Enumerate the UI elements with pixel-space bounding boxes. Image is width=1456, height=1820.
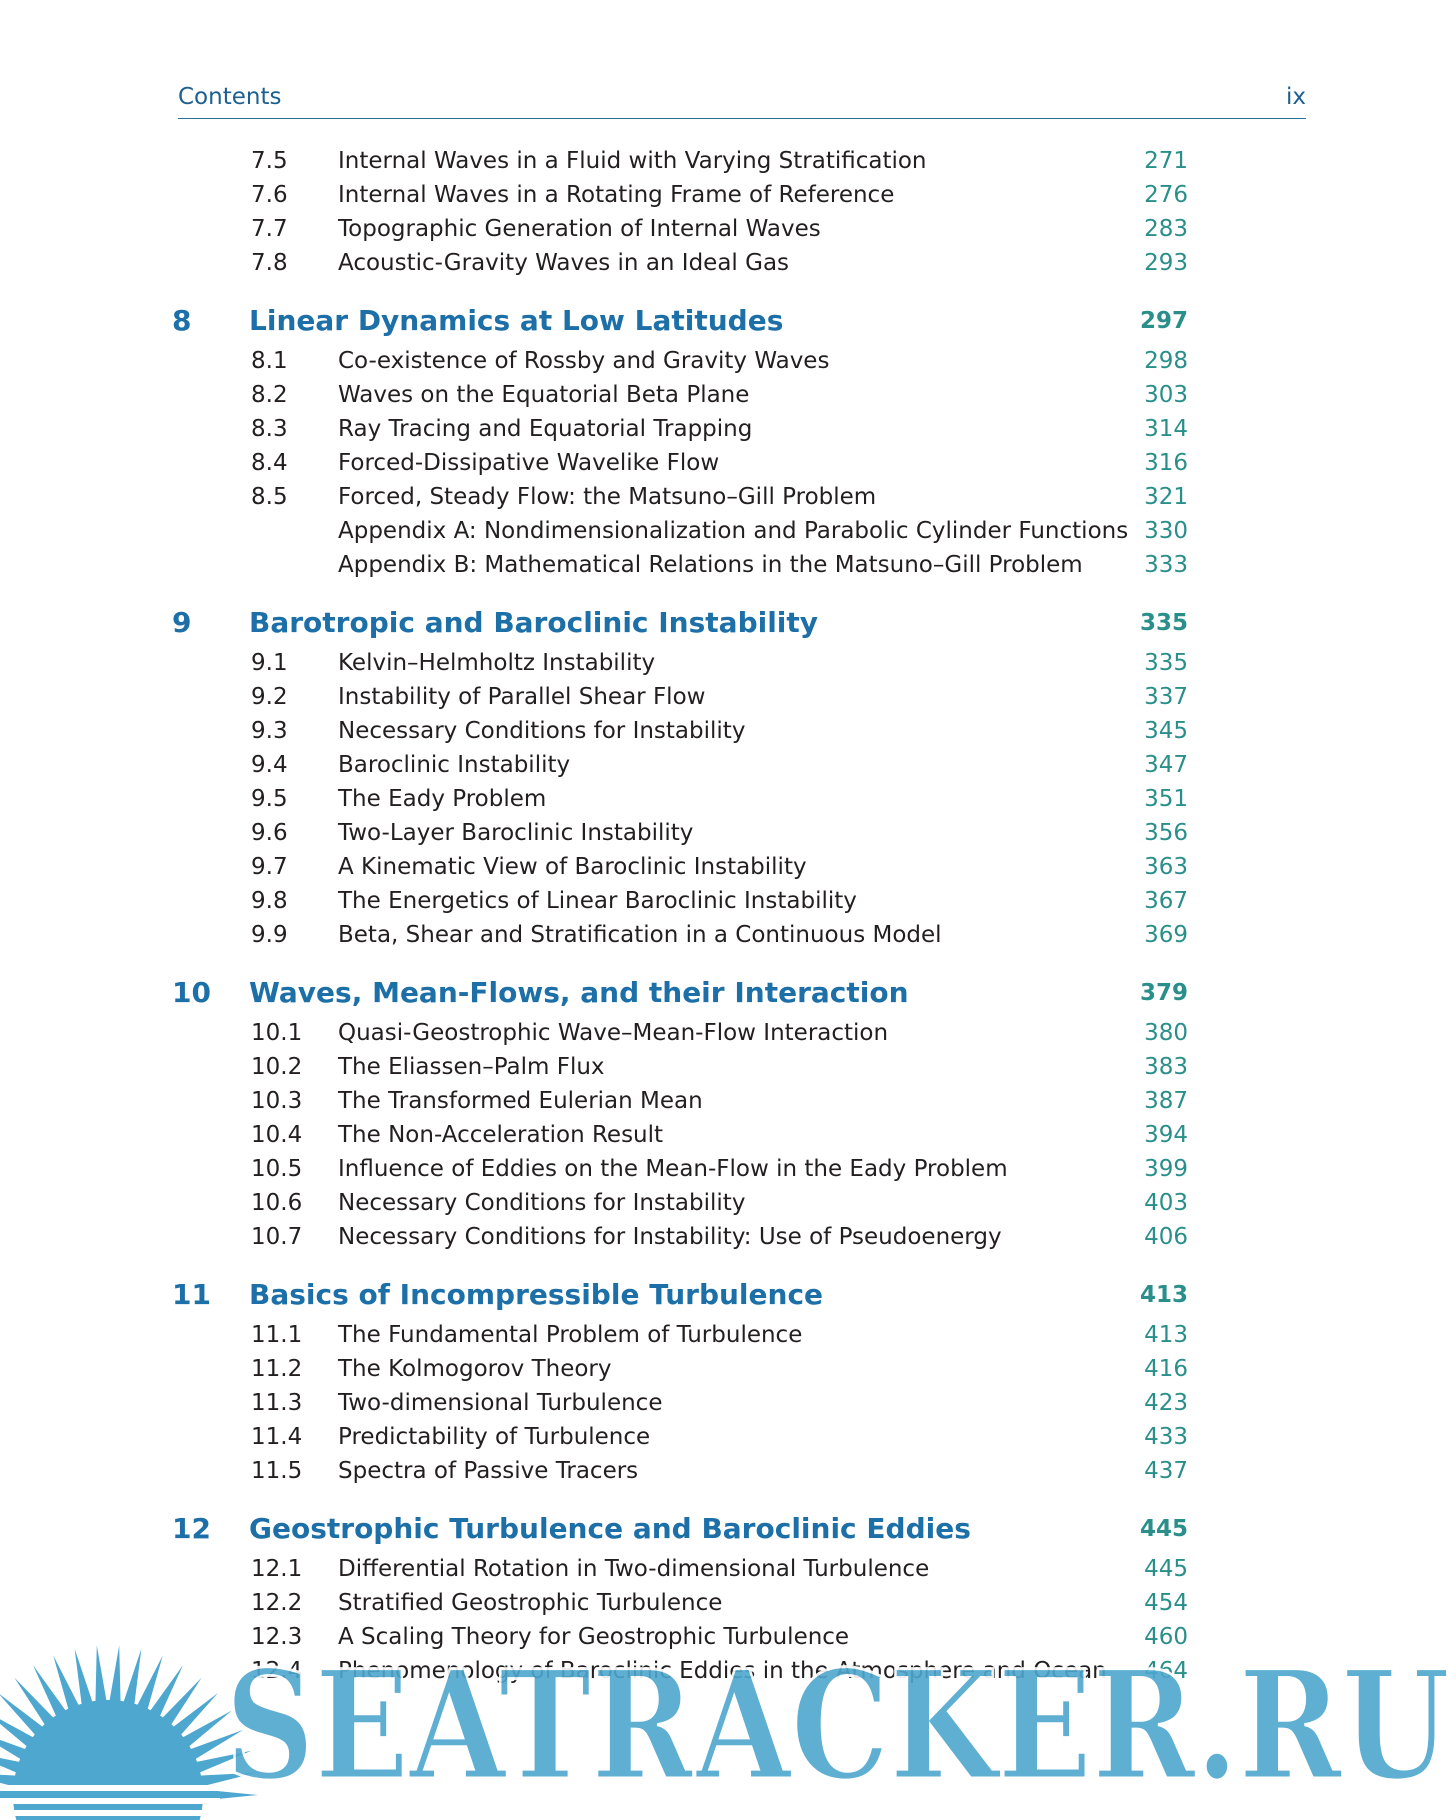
toc-section-row[interactable] xyxy=(0,715,1456,747)
toc-section-row[interactable] xyxy=(0,179,1456,211)
section-number: 7.5 xyxy=(251,148,288,174)
section-title: The Energetics of Linear Baroclinic Instability xyxy=(338,888,857,914)
toc-section-row[interactable] xyxy=(0,1221,1456,1253)
section-title: The Kolmogorov Theory xyxy=(338,1356,612,1382)
section-number: 7.8 xyxy=(251,250,288,276)
section-title: A Kinematic View of Baroclinic Instability xyxy=(338,854,807,880)
chapter-title: Linear Dynamics at Low Latitudes xyxy=(249,304,784,337)
section-title: Topographic Generation of Internal Waves xyxy=(338,216,821,242)
section-number: 10.3 xyxy=(251,1088,303,1114)
section-title: Internal Waves in a Fluid with Varying Stratification xyxy=(338,148,927,174)
toc-section-row[interactable] xyxy=(0,647,1456,679)
section-title: Internal Waves in a Rotating Frame of Reference xyxy=(338,182,895,208)
section-page-number: 347 xyxy=(1144,752,1188,778)
section-number: 10.5 xyxy=(251,1156,303,1182)
section-page-number: 416 xyxy=(1144,1356,1188,1382)
toc-section-row[interactable] xyxy=(0,919,1456,951)
section-number: 9.9 xyxy=(251,922,288,948)
chapter-page-number: 297 xyxy=(1139,308,1188,334)
section-title: Two-dimensional Turbulence xyxy=(338,1390,663,1416)
section-title: Forced, Steady Flow: the Matsuno–Gill Problem xyxy=(338,484,877,510)
section-number: 11.2 xyxy=(251,1356,303,1382)
section-title: Stratified Geostrophic Turbulence xyxy=(338,1590,723,1616)
section-title: Co-existence of Rossby and Gravity Waves xyxy=(338,348,830,374)
section-page-number: 406 xyxy=(1144,1224,1188,1250)
section-title: Quasi-Geostrophic Wave–Mean-Flow Interaction xyxy=(338,1020,889,1046)
section-page-number: 283 xyxy=(1144,216,1188,242)
toc-section-row[interactable] xyxy=(0,345,1456,377)
section-page-number: 321 xyxy=(1144,484,1188,510)
watermark xyxy=(0,1590,1456,1820)
section-page-number: 383 xyxy=(1144,1054,1188,1080)
page-number: ix xyxy=(1285,84,1306,110)
section-title: The Eliassen–Palm Flux xyxy=(338,1054,605,1080)
section-title: Acoustic-Gravity Waves in an Ideal Gas xyxy=(338,250,790,276)
section-page-number: 454 xyxy=(1144,1590,1188,1616)
section-number: 10.4 xyxy=(251,1122,303,1148)
toc-section-row[interactable] xyxy=(0,413,1456,445)
section-page-number: 351 xyxy=(1144,786,1188,812)
toc-chapter-row[interactable] xyxy=(0,303,1456,339)
section-title: Instability of Parallel Shear Flow xyxy=(338,684,706,710)
toc-section-row[interactable] xyxy=(0,1387,1456,1419)
chapter-title: Barotropic and Baroclinic Instability xyxy=(249,606,819,639)
chapter-title: Basics of Incompressible Turbulence xyxy=(249,1278,824,1311)
section-title: Appendix A: Nondimensionalization and Parabolic Cylinder Functions xyxy=(338,518,1129,544)
toc-section-row[interactable] xyxy=(0,1051,1456,1083)
section-number: 10.2 xyxy=(251,1054,303,1080)
section-number: 10.7 xyxy=(251,1224,303,1250)
section-number: 9.3 xyxy=(251,718,288,744)
sun-ray xyxy=(108,1645,120,1708)
section-title: Influence of Eddies on the Mean-Flow in the Eady Problem xyxy=(338,1156,1008,1182)
section-title: Necessary Conditions for Instability xyxy=(338,718,746,744)
chapter-page-number: 413 xyxy=(1139,1282,1188,1308)
section-number: 9.8 xyxy=(251,888,288,914)
section-page-number: 433 xyxy=(1144,1424,1188,1450)
section-number: 7.6 xyxy=(251,182,288,208)
section-page-number: 423 xyxy=(1144,1390,1188,1416)
toc-section-row[interactable] xyxy=(0,1455,1456,1487)
toc-section-row[interactable] xyxy=(0,1353,1456,1385)
toc-section-row[interactable] xyxy=(0,379,1456,411)
toc-chapter-row[interactable] xyxy=(0,605,1456,641)
section-number: 11.1 xyxy=(251,1322,303,1348)
section-title: Kelvin–Helmholtz Instability xyxy=(338,650,656,676)
toc-section-row[interactable] xyxy=(0,1017,1456,1049)
section-page-number: 356 xyxy=(1144,820,1188,846)
watermark-text: SEATRACKER.RU xyxy=(225,1638,1450,1814)
section-page-number: 345 xyxy=(1144,718,1188,744)
chapter-number: 12 xyxy=(172,1512,211,1545)
section-page-number: 464 xyxy=(1144,1658,1188,1684)
section-page-number: 363 xyxy=(1144,854,1188,880)
section-number: 9.2 xyxy=(251,684,288,710)
chapter-number: 8 xyxy=(172,304,192,337)
toc-section-row[interactable] xyxy=(0,1421,1456,1453)
toc-section-row[interactable] xyxy=(0,1319,1456,1351)
chapter-number: 10 xyxy=(172,976,211,1009)
running-header-title: Contents xyxy=(178,84,282,110)
toc-section-row[interactable] xyxy=(0,515,1456,547)
section-title: The Fundamental Problem of Turbulence xyxy=(338,1322,803,1348)
toc-section-row[interactable] xyxy=(0,681,1456,713)
section-page-number: 369 xyxy=(1144,922,1188,948)
section-title: Spectra of Passive Tracers xyxy=(338,1458,639,1484)
section-page-number: 387 xyxy=(1144,1088,1188,1114)
toc-section-row[interactable] xyxy=(0,213,1456,245)
section-number: 12.1 xyxy=(251,1556,303,1582)
chapter-page-number: 379 xyxy=(1139,980,1188,1006)
toc-chapter-row[interactable] xyxy=(0,1277,1456,1313)
chapter-title: Waves, Mean-Flows, and their Interaction xyxy=(249,976,909,1009)
section-page-number: 316 xyxy=(1144,450,1188,476)
section-number: 7.7 xyxy=(251,216,288,242)
toc-section-row[interactable] xyxy=(0,247,1456,279)
toc-section-row[interactable] xyxy=(0,851,1456,883)
section-number: 9.1 xyxy=(251,650,288,676)
toc-section-row[interactable] xyxy=(0,1119,1456,1151)
section-number: 8.1 xyxy=(251,348,288,374)
section-title: Phenomenology of Baroclinic Eddies in the Atmosphere and Ocean xyxy=(338,1658,1107,1684)
toc-chapter-row[interactable] xyxy=(0,975,1456,1011)
section-title: Differential Rotation in Two-dimensional Turbulence xyxy=(338,1556,930,1582)
section-title: Predictability of Turbulence xyxy=(338,1424,651,1450)
section-page-number: 445 xyxy=(1144,1556,1188,1582)
section-number: 9.4 xyxy=(251,752,288,778)
section-title: Beta, Shear and Stratification in a Continuous Model xyxy=(338,922,942,948)
chapter-number: 9 xyxy=(172,606,192,639)
section-title: Two-Layer Baroclinic Instability xyxy=(338,820,694,846)
section-page-number: 303 xyxy=(1144,382,1188,408)
section-page-number: 394 xyxy=(1144,1122,1188,1148)
section-number: 8.2 xyxy=(251,382,288,408)
section-page-number: 380 xyxy=(1144,1020,1188,1046)
toc-section-row[interactable] xyxy=(0,1553,1456,1585)
section-title: The Transformed Eulerian Mean xyxy=(338,1088,703,1114)
section-number: 8.4 xyxy=(251,450,288,476)
section-number: 12.3 xyxy=(251,1624,303,1650)
toc-section-row[interactable] xyxy=(0,783,1456,815)
section-page-number: 335 xyxy=(1144,650,1188,676)
section-page-number: 298 xyxy=(1144,348,1188,374)
toc-section-row[interactable] xyxy=(0,1085,1456,1117)
section-title: Appendix B: Mathematical Relations in the Matsuno–Gill Problem xyxy=(338,552,1083,578)
section-number: 10.1 xyxy=(251,1020,303,1046)
section-title: Necessary Conditions for Instability xyxy=(338,1190,746,1216)
sun-ray xyxy=(95,1645,107,1708)
section-page-number: 437 xyxy=(1144,1458,1188,1484)
section-page-number: 413 xyxy=(1144,1322,1188,1348)
chapter-page-number: 335 xyxy=(1139,610,1188,636)
section-number: 11.4 xyxy=(251,1424,303,1450)
toc-section-row[interactable] xyxy=(0,1153,1456,1185)
toc-section-row[interactable] xyxy=(0,749,1456,781)
section-title: Forced-Dissipative Wavelike Flow xyxy=(338,450,720,476)
section-number: 8.3 xyxy=(251,416,288,442)
section-title: Baroclinic Instability xyxy=(338,752,571,778)
section-number: 9.5 xyxy=(251,786,288,812)
section-number: 12.2 xyxy=(251,1590,303,1616)
section-page-number: 403 xyxy=(1144,1190,1188,1216)
section-page-number: 399 xyxy=(1144,1156,1188,1182)
section-title: Necessary Conditions for Instability: Use of Pseudoenergy xyxy=(338,1224,1002,1250)
section-number: 8.5 xyxy=(251,484,288,510)
section-page-number: 337 xyxy=(1144,684,1188,710)
section-number: 11.5 xyxy=(251,1458,303,1484)
running-header xyxy=(178,84,1306,119)
chapter-page-number: 445 xyxy=(1139,1516,1188,1542)
section-page-number: 293 xyxy=(1144,250,1188,276)
section-page-number: 367 xyxy=(1144,888,1188,914)
section-page-number: 276 xyxy=(1144,182,1188,208)
section-title: Ray Tracing and Equatorial Trapping xyxy=(338,416,753,442)
toc-section-row[interactable] xyxy=(0,145,1456,177)
section-number: 12.4 xyxy=(251,1658,303,1684)
section-number: 9.7 xyxy=(251,854,288,880)
section-page-number: 330 xyxy=(1144,518,1188,544)
toc-section-row[interactable] xyxy=(0,549,1456,581)
chapter-title: Geostrophic Turbulence and Baroclinic Eddies xyxy=(249,1512,971,1545)
section-title: The Eady Problem xyxy=(338,786,547,812)
toc-chapter-row[interactable] xyxy=(0,1511,1456,1547)
section-page-number: 271 xyxy=(1144,148,1188,174)
toc-section-row[interactable] xyxy=(0,1187,1456,1219)
section-page-number: 460 xyxy=(1144,1624,1188,1650)
chapter-number: 11 xyxy=(172,1278,211,1311)
section-title: A Scaling Theory for Geostrophic Turbulence xyxy=(338,1624,850,1650)
section-title: Waves on the Equatorial Beta Plane xyxy=(338,382,750,408)
sun-icon xyxy=(0,1645,258,1820)
toc-section-row[interactable] xyxy=(0,481,1456,513)
toc-section-row[interactable] xyxy=(0,447,1456,479)
section-number: 9.6 xyxy=(251,820,288,846)
section-title: The Non-Acceleration Result xyxy=(338,1122,664,1148)
section-number: 11.3 xyxy=(251,1390,303,1416)
section-page-number: 333 xyxy=(1144,552,1188,578)
section-number: 10.6 xyxy=(251,1190,303,1216)
section-page-number: 314 xyxy=(1144,416,1188,442)
toc-section-row[interactable] xyxy=(0,885,1456,917)
toc-section-row[interactable] xyxy=(0,817,1456,849)
